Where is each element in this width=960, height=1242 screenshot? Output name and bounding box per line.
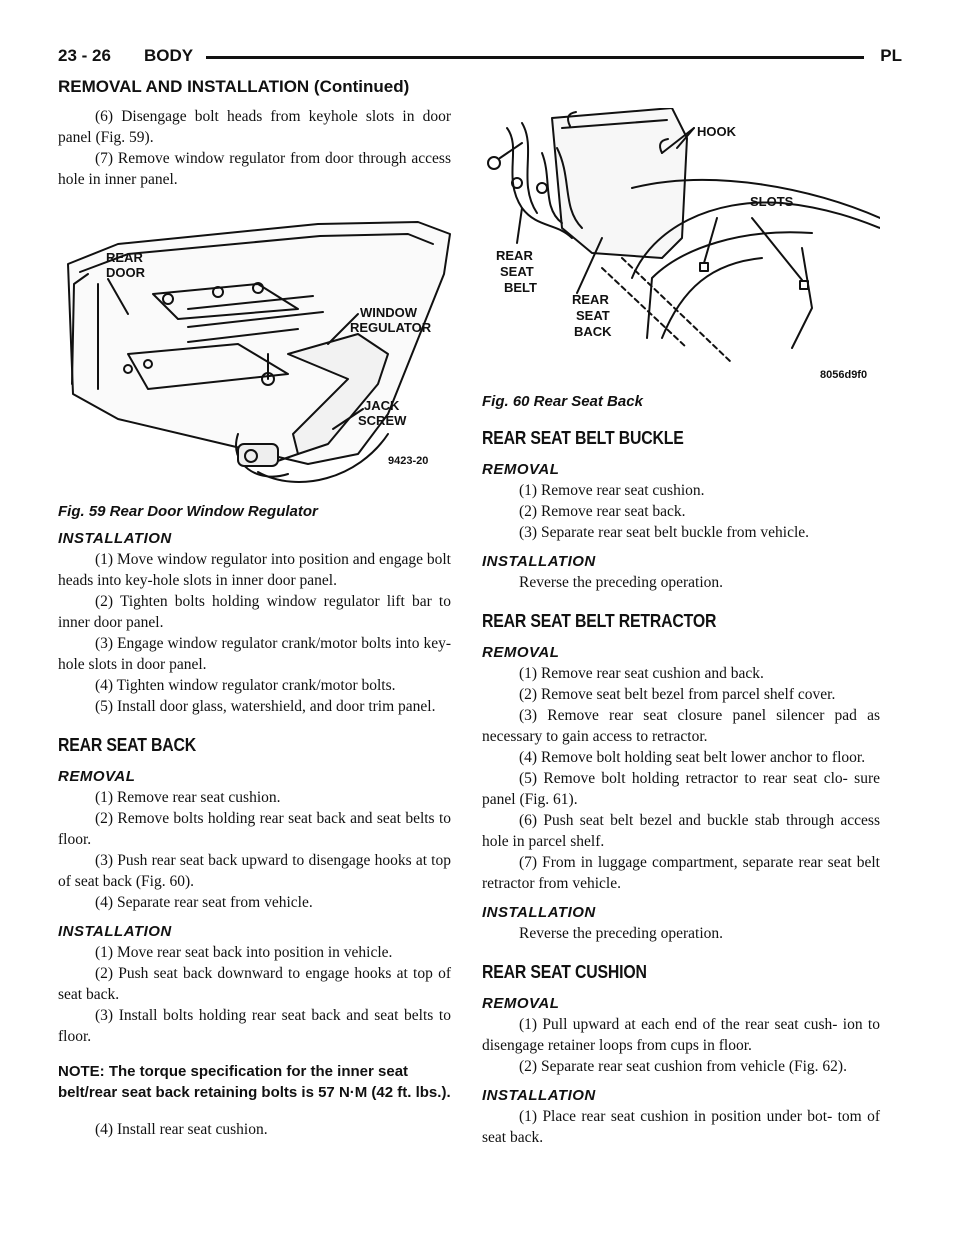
label-rear: REAR: [572, 292, 609, 307]
label-seat: SEAT: [500, 264, 534, 279]
step-text: (1) Remove rear seat cushion.: [95, 789, 281, 806]
step-text: (1) Move rear seat back into position in vehicle.: [95, 944, 393, 961]
step-text: (4) Separate rear seat from vehicle.: [95, 894, 313, 911]
step-text: (5) Install door glass, watershield, and door trim panel.: [95, 698, 436, 715]
step-text: (1) Place rear seat cushion in position under bot- tom of seat back.: [482, 1108, 880, 1146]
rear-seat-back-illustration: [482, 108, 880, 386]
step-text: (2) Push seat back downward to engage hooks at top of seat back.: [58, 965, 451, 1003]
label-slots: SLOTS: [750, 194, 794, 209]
step-text: (5) Remove bolt holding retractor to rear seat clo- sure panel (Fig. 61).: [482, 770, 880, 808]
removal-heading: REMOVAL: [58, 768, 136, 785]
section-heading: REAR SEAT BELT BUCKLE: [482, 428, 684, 448]
torque-note: NOTE: The torque specification for the inner seat belt/rear seat back retaining bolts is 57 N·M (42 ft. lbs.).: [58, 1063, 451, 1101]
step-text: (2) Remove rear seat back.: [519, 503, 686, 520]
page-header: [58, 46, 902, 72]
removal-heading: REMOVAL: [482, 644, 560, 661]
step-text: (3) Install bolts holding rear seat back and seat belts to floor.: [58, 1007, 451, 1045]
step-text: (1) Pull upward at each end of the rear seat cush- ion to disengage retainer loops from cups in floor.: [482, 1016, 880, 1054]
door-regulator-illustration: [58, 204, 451, 496]
installation-heading: INSTALLATION: [58, 923, 172, 940]
step-text: (7) Remove window regulator from door through access hole in inner panel.: [58, 150, 451, 188]
step-text: (6) Push seat belt bezel and buckle stab through access hole in parcel shelf.: [482, 812, 880, 850]
figure-59: [58, 204, 451, 520]
section-heading: REAR SEAT CUSHION: [482, 962, 647, 982]
label-regulator: REGULATOR: [350, 320, 432, 335]
section-title: BODY: [144, 46, 194, 65]
right-column: [482, 108, 880, 1148]
step-text: Reverse the preceding operation.: [519, 574, 723, 591]
step-text: (4) Install rear seat cushion.: [95, 1121, 268, 1138]
step-text: Reverse the preceding operation.: [519, 925, 723, 942]
section-heading: REAR SEAT BACK: [58, 735, 197, 755]
label-back: BACK: [574, 324, 612, 339]
figure-id: 8056d9f0: [820, 369, 868, 381]
label-belt: BELT: [504, 280, 537, 295]
label-rear: REAR: [496, 248, 533, 263]
figure-id: 9423-20: [388, 455, 429, 467]
left-column: [58, 106, 451, 1140]
label-window: WINDOW: [360, 305, 418, 320]
running-head: REMOVAL AND INSTALLATION (Continued): [58, 77, 410, 96]
step-text: (3) Separate rear seat belt buckle from vehicle.: [519, 524, 810, 541]
label-rear: REAR: [106, 250, 143, 265]
step-text: (3) Push rear seat back upward to disengage hooks at top of seat back (Fig. 60).: [58, 852, 451, 890]
page-number: 23 - 26: [58, 46, 111, 65]
manual-code: PL: [880, 46, 902, 65]
header-rule: [206, 56, 864, 59]
step-text: (4) Tighten window regulator crank/motor bolts.: [95, 677, 396, 694]
step-text: (1) Move window regulator into position and engage bolt heads into key-hole slots in inner door panel.: [58, 551, 451, 589]
label-seat: SEAT: [576, 308, 610, 323]
label-hook: HOOK: [697, 124, 736, 139]
installation-heading: INSTALLATION: [482, 553, 596, 570]
step-text: (1) Remove rear seat cushion.: [519, 482, 705, 499]
figure-caption: Fig. 59 Rear Door Window Regulator: [58, 503, 318, 520]
step-text: (2) Remove bolts holding rear seat back and seat belts to floor.: [58, 810, 451, 848]
figure-60: [482, 108, 880, 410]
installation-heading: INSTALLATION: [482, 1087, 596, 1104]
step-text: (2) Remove seat belt bezel from parcel shelf cover.: [519, 686, 836, 703]
label-jack: JACK: [364, 398, 400, 413]
step-text: (3) Engage window regulator crank/motor bolts into key-hole slots in door panel.: [58, 635, 451, 673]
step-text: (1) Remove rear seat cushion and back.: [519, 665, 764, 682]
figure-caption: Fig. 60 Rear Seat Back: [482, 393, 643, 410]
step-text: (2) Separate rear seat cushion from vehicle (Fig. 62).: [519, 1058, 847, 1075]
step-text: (6) Disengage bolt heads from keyhole slots in door panel (Fig. 59).: [58, 108, 451, 146]
label-door: DOOR: [106, 265, 145, 280]
installation-heading: INSTALLATION: [58, 530, 172, 547]
step-text: (2) Tighten bolts holding window regulator lift bar to inner door panel.: [58, 593, 451, 631]
removal-heading: REMOVAL: [482, 461, 560, 478]
step-text: (7) From in luggage compartment, separate rear seat belt retractor from vehicle.: [482, 854, 880, 892]
installation-heading: INSTALLATION: [482, 904, 596, 921]
label-screw: SCREW: [358, 413, 407, 428]
removal-heading: REMOVAL: [482, 995, 560, 1012]
step-text: (3) Remove rear seat closure panel silencer pad as necessary to gain access to retractor.: [482, 707, 880, 745]
section-heading: REAR SEAT BELT RETRACTOR: [482, 611, 717, 631]
step-text: (4) Remove bolt holding seat belt lower anchor to floor.: [519, 749, 866, 766]
